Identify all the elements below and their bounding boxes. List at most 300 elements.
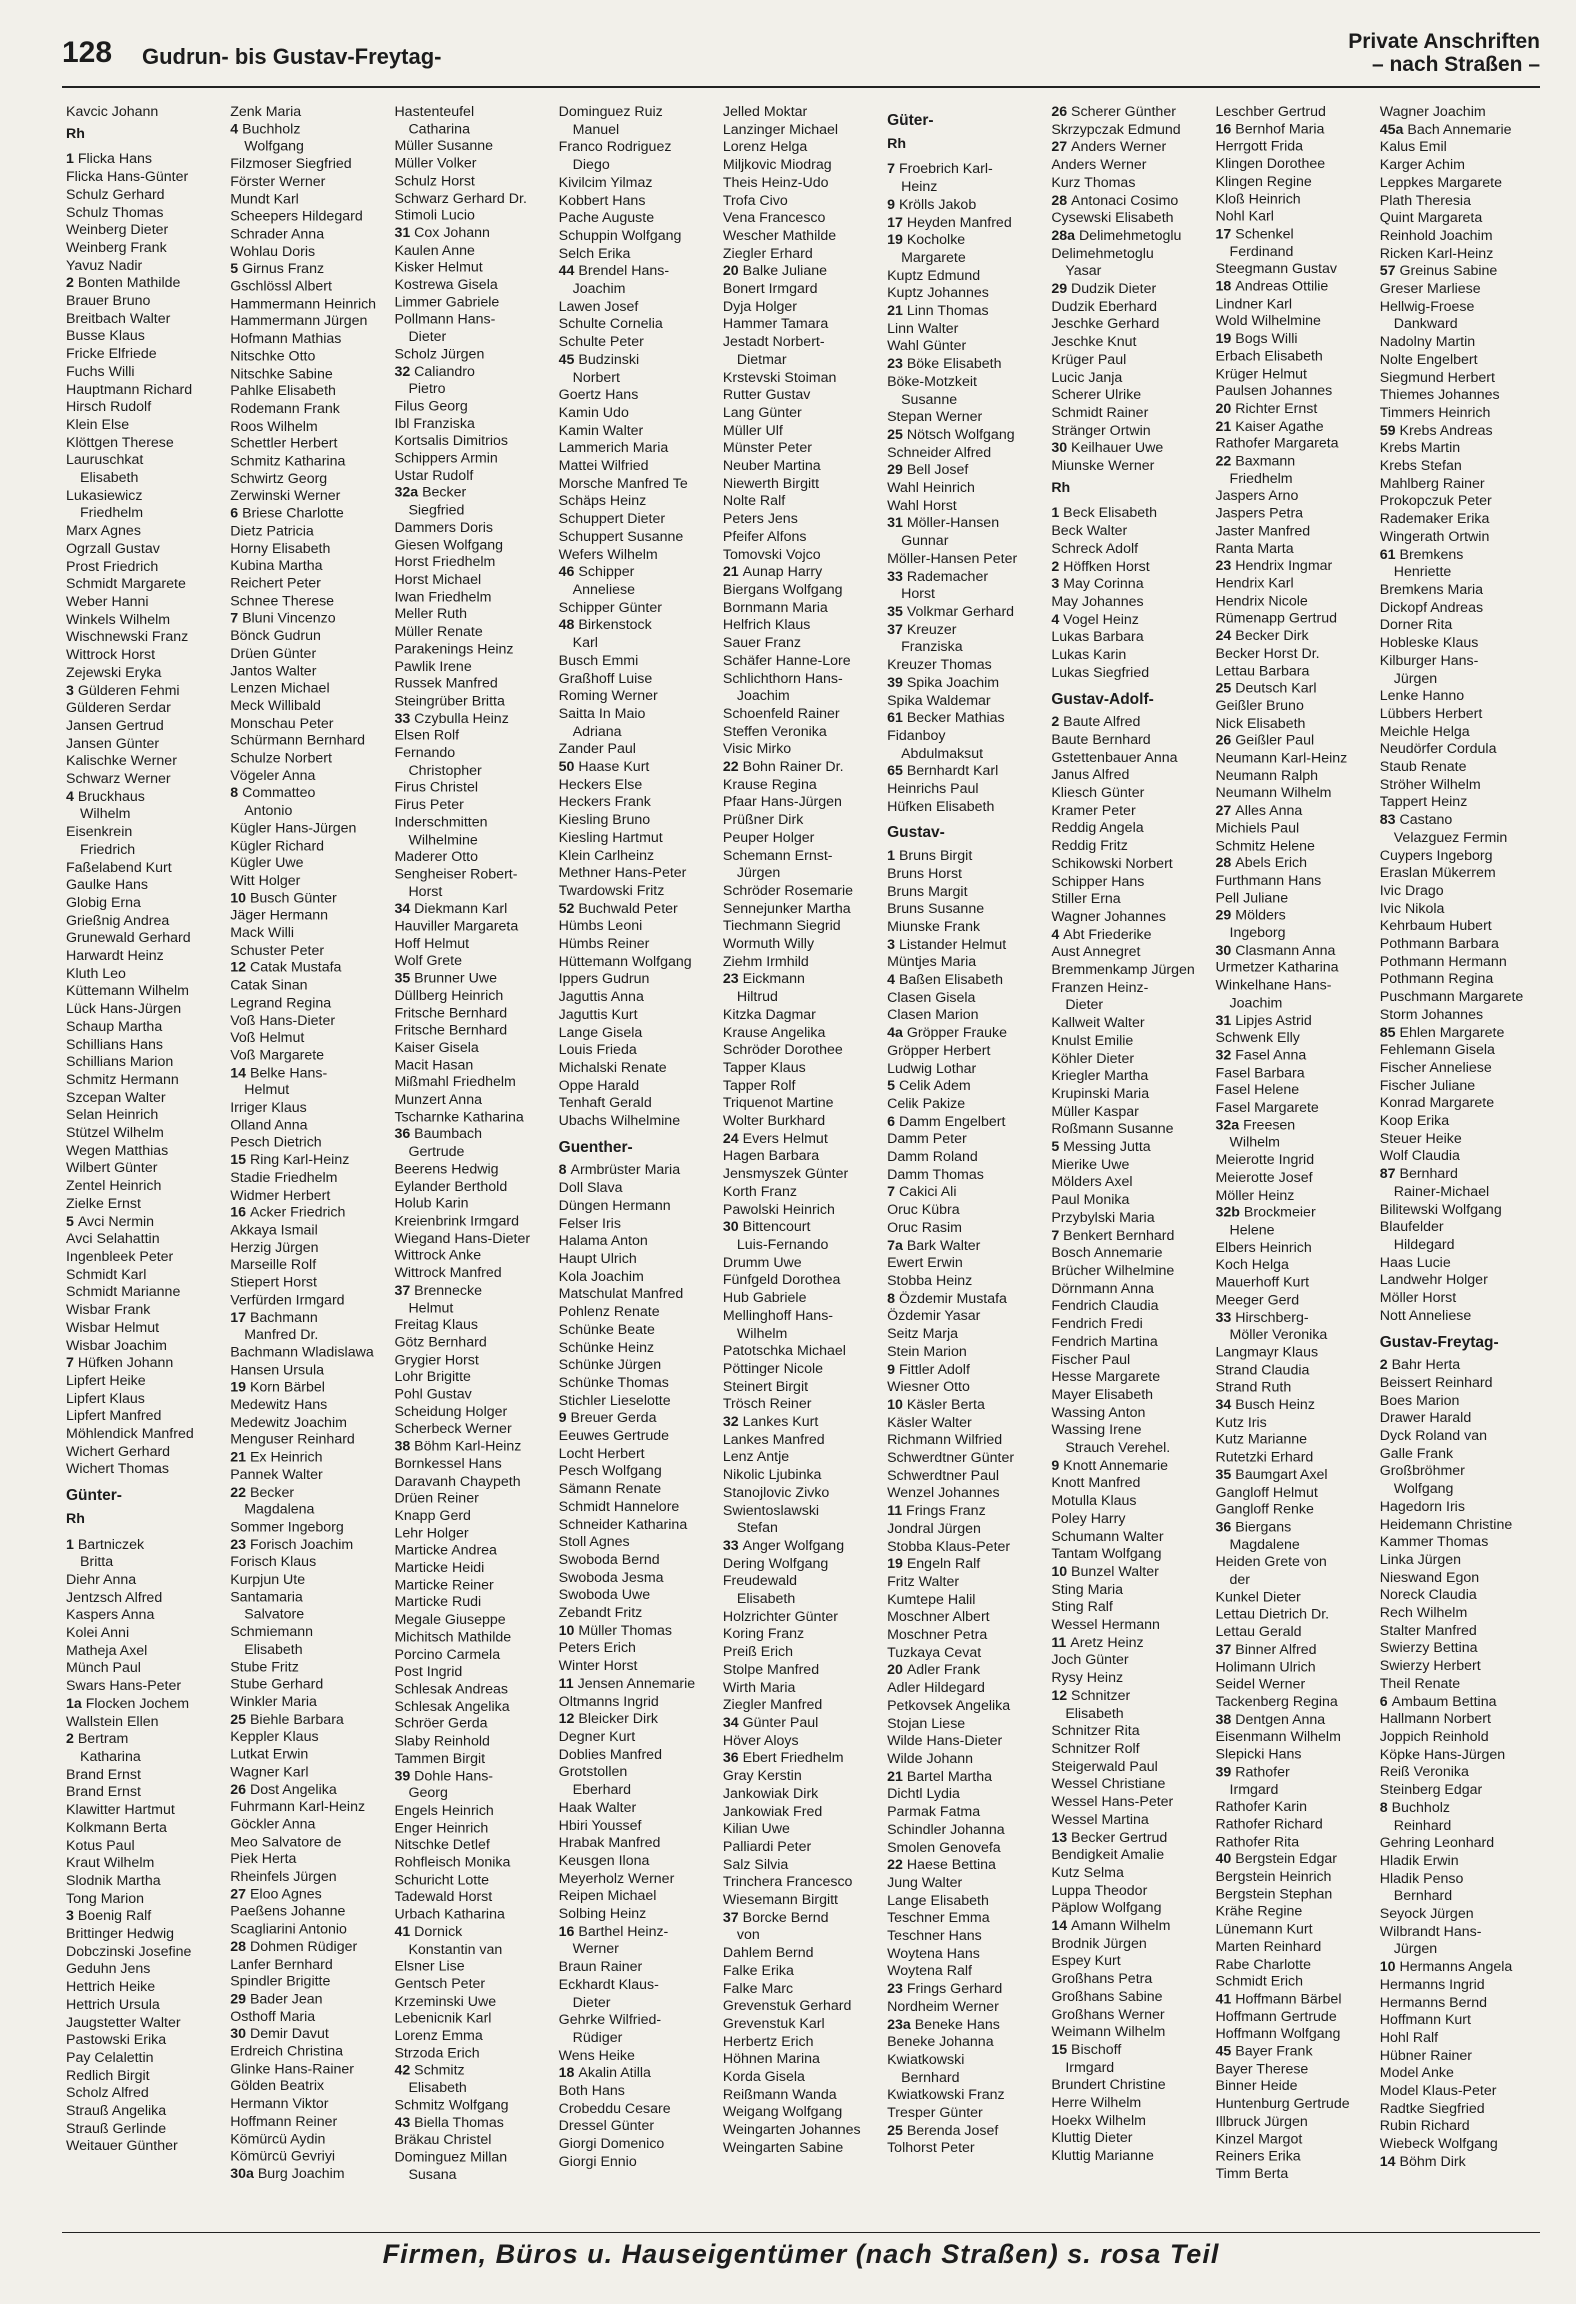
- directory-entry: Bilitewski Wolfgang: [1379, 1201, 1502, 1218]
- directory-entry: Trinchera Francesco: [722, 1874, 853, 1891]
- directory-entry: Strand Ruth: [1215, 1379, 1292, 1396]
- directory-entry: 20 Adler Frank: [887, 1662, 981, 1679]
- directory-entry: Busch Emmi: [558, 652, 639, 669]
- directory-entry: Marticke Rudi: [394, 1594, 482, 1611]
- directory-entry: 1 Beck Elisabeth: [1051, 505, 1158, 522]
- directory-entry: Locht Herbert: [558, 1445, 645, 1462]
- directory-entry: Lawen Josef: [558, 298, 639, 315]
- house-number: 10: [230, 890, 250, 907]
- directory-entry: 5 Avci Nermin: [66, 1213, 155, 1230]
- directory-entry: Hettrich Ursula: [66, 1996, 160, 2013]
- directory-entry: Biergans Wolfgang: [722, 581, 843, 598]
- directory-entry: Roßmann Susanne: [1051, 1121, 1174, 1138]
- directory-entry: Adler Hildegard: [887, 1680, 985, 1697]
- directory-entry: Prokopczuk Peter: [1379, 493, 1492, 510]
- entry-continuation: Dieter: [1065, 997, 1104, 1014]
- directory-entry: Wohlau Doris: [230, 243, 316, 260]
- directory-entry: Reddig Fritz: [1051, 838, 1128, 855]
- directory-entry: Möller Heinz: [1215, 1187, 1295, 1204]
- directory-entry: Kömürcü Aydin: [230, 2131, 326, 2148]
- directory-entry: Jankowiak Fred: [722, 1803, 823, 1820]
- entry-continuation: Magdalena: [244, 1502, 315, 1518]
- directory-entry: 2 Baute Alfred: [1051, 714, 1141, 731]
- directory-entry: Großhans Werner: [1051, 2006, 1165, 2023]
- entry-continuation: Norbert: [572, 369, 620, 386]
- directory-entry: Peters Jens: [722, 511, 798, 528]
- directory-entry: Firus Peter: [394, 797, 464, 814]
- house-number: 15: [1051, 2041, 1072, 2058]
- directory-entry: Prüßner Dirk: [722, 812, 804, 829]
- directory-entry: 41 Dornick: [394, 1924, 463, 1940]
- directory-entry: Leschber Gertrud: [1215, 104, 1326, 120]
- directory-entry: Noreck Claudia: [1379, 1587, 1477, 1604]
- directory-entry: Quint Margareta: [1379, 210, 1483, 227]
- directory-entry: Ingenbleek Peter: [66, 1249, 174, 1265]
- directory-entry: Lenz Antje: [722, 1449, 790, 1466]
- house-number: 2: [1051, 714, 1064, 731]
- directory-entry: Damm Thomas: [887, 1166, 984, 1183]
- house-number: 4: [887, 972, 899, 989]
- directory-entry: Witt Holger: [230, 872, 301, 889]
- directory-entry: Goertz Hans: [558, 387, 639, 404]
- directory-entry: Schnee Therese: [230, 593, 335, 610]
- house-number: 41: [394, 1924, 415, 1940]
- directory-entry: 23a Beneke Hans: [887, 2016, 1000, 2033]
- entry-continuation: Horst: [901, 586, 935, 603]
- entry-continuation: Pietro: [408, 381, 446, 398]
- house-number: 14: [1379, 2153, 1400, 2170]
- directory-entry: Kunkel Dieter: [1215, 1589, 1301, 1606]
- directory-entry: Hendrix Nicole: [1215, 593, 1308, 610]
- directory-entry: Meck Willibald: [230, 698, 321, 714]
- directory-entry: Lübbers Herbert: [1379, 705, 1483, 722]
- directory-entry: Nott Anneliese: [1379, 1307, 1472, 1324]
- directory-entry: 28 Abels Erich: [1215, 855, 1308, 872]
- directory-entry: 1a Flocken Jochem: [66, 1695, 190, 1712]
- directory-entry: Neumann Ralph: [1215, 768, 1319, 784]
- directory-entry: Hallmann Norbert: [1379, 1711, 1491, 1728]
- directory-entry: Rutetzki Erhard: [1215, 1449, 1314, 1466]
- directory-entry: 36 Baumbach: [394, 1126, 482, 1143]
- directory-entry: Schaup Martha: [66, 1018, 163, 1035]
- directory-entry: Möhlendick Manfred: [66, 1426, 194, 1443]
- directory-entry: Ströher Wilhelm: [1379, 776, 1481, 793]
- directory-entry: 6 Briese Charlotte: [230, 505, 344, 522]
- entry-continuation: Siegfried: [408, 502, 465, 519]
- directory-entry: 33 Anger Wolfgang: [722, 1537, 845, 1554]
- directory-entry: Dobczinski Josefine: [66, 1943, 192, 1960]
- directory-entry: Hladik Erwin: [1379, 1852, 1459, 1869]
- directory-entry: Tappert Heinz: [1379, 794, 1468, 811]
- entry-continuation: von: [736, 1927, 760, 1944]
- directory-entry: Pay Celalettin: [66, 2049, 154, 2066]
- directory-entry: Korth Franz: [722, 1183, 797, 1200]
- house-number: 25: [887, 2122, 907, 2139]
- directory-entry: Nitschke Sabine: [230, 366, 333, 382]
- directory-entry: Elsner Lise: [394, 1958, 465, 1975]
- directory-entry: Beck Walter: [1051, 523, 1128, 540]
- directory-entry: Urbach Katharina: [394, 1906, 505, 1923]
- directory-entry: 7 Cakici Ali: [887, 1184, 957, 1201]
- directory-entry: 29 Dudzik Dieter: [1051, 281, 1157, 298]
- directory-entry: Ibl Franziska: [394, 416, 475, 432]
- directory-entry: Flicka Hans-Günter: [66, 169, 189, 186]
- directory-entry: Schillians Hans: [66, 1036, 163, 1053]
- directory-entry: Wiebeck Wolfgang: [1379, 2136, 1498, 2153]
- directory-entry: Mierike Uwe: [1051, 1156, 1130, 1173]
- house-number: 2: [66, 275, 78, 292]
- directory-entry: Knott Manfred: [1051, 1475, 1141, 1492]
- directory-entry: Tapper Klaus: [722, 1059, 806, 1076]
- entry-continuation: Gunnar: [901, 533, 949, 550]
- directory-entry: Kwiatkowski: [887, 2051, 965, 2068]
- directory-entry: 33 Czybulla Heinz: [394, 710, 509, 727]
- directory-entry: Linn Walter: [887, 320, 959, 337]
- directory-entry: 22 Becker: [230, 1484, 295, 1501]
- directory-entry: Hobleske Klaus: [1379, 635, 1479, 652]
- directory-entry: Wilbert Günter: [66, 1160, 158, 1177]
- directory-entry: Schulz Horst: [394, 173, 475, 190]
- directory-entry: Staub Renate: [1379, 759, 1467, 776]
- directory-entry: Avci Selahattin: [66, 1231, 160, 1248]
- directory-entry: Wiegand Hans-Dieter: [394, 1230, 531, 1247]
- directory-entry: Wagner Karl: [230, 1764, 309, 1781]
- entry-continuation: Salvatore: [244, 1606, 305, 1623]
- directory-entry: Huntenburg Gertrude: [1215, 2096, 1350, 2113]
- directory-entry: Morsche Manfred Te: [558, 475, 688, 492]
- directory-entry: Eckhardt Klaus-: [558, 1976, 659, 1993]
- directory-entry: Pawolski Heinrich: [722, 1201, 835, 1218]
- entry-continuation: Bernhard: [901, 2069, 960, 2086]
- directory-entry: Bornkessel Hans: [394, 1456, 502, 1472]
- house-number: 24: [1215, 628, 1236, 645]
- directory-entry: Herrgott Frida: [1215, 138, 1304, 155]
- directory-entry: Petkovsek Angelika: [887, 1697, 1011, 1714]
- directory-entry: Kola Joachim: [558, 1268, 644, 1285]
- directory-entry: 85 Ehlen Margarete: [1379, 1024, 1505, 1041]
- directory-entry: 8 Özdemir Mustafa: [887, 1290, 1007, 1307]
- house-number: 9: [887, 1361, 899, 1378]
- directory-entry: Kivilcim Yilmaz: [558, 174, 653, 191]
- directory-entry: Wold Wilhelmine: [1215, 313, 1321, 330]
- directory-entry: Piek Herta: [230, 1851, 297, 1868]
- directory-entry: Nordheim Werner: [887, 1998, 999, 2015]
- directory-entry: Jentzsch Alfred: [66, 1589, 163, 1606]
- directory-entry: Mundt Karl: [230, 191, 299, 208]
- directory-entry: Stadie Friedhelm: [230, 1170, 338, 1186]
- directory-entry: Kehrbaum Hubert: [1379, 918, 1492, 935]
- column-1: [62, 104, 226, 2184]
- directory-entry: Woytena Hans: [887, 1945, 980, 1962]
- directory-entry: Schulz Gerhard: [66, 186, 165, 203]
- directory-entry: Dering Wolfgang: [722, 1555, 829, 1572]
- directory-entry: Bachmann Wladislawa: [230, 1344, 374, 1361]
- directory-entry: Schulte Peter: [558, 334, 644, 351]
- entry-continuation: Elisabeth: [80, 470, 139, 487]
- directory-entry: 32 Fasel Anna: [1215, 1047, 1307, 1064]
- entry-continuation: Jürgen: [1393, 670, 1438, 687]
- directory-entry: Fendrich Fredi: [1051, 1316, 1143, 1333]
- house-number: 29: [1051, 281, 1072, 298]
- directory-entry: Haas Lucie: [1379, 1254, 1451, 1271]
- directory-entry: Haak Walter: [558, 1799, 637, 1816]
- house-number: 5: [1051, 1139, 1064, 1156]
- directory-entry: Herzig Jürgen: [230, 1239, 319, 1256]
- directory-entry: Bönck Gudrun: [230, 628, 321, 645]
- directory-entry: Schmitz Helene: [1215, 838, 1315, 854]
- directory-entry: Wisbar Frank: [66, 1302, 151, 1319]
- house-number: 12: [1051, 1687, 1072, 1704]
- house-number: 21: [887, 1768, 907, 1785]
- directory-entry: Jaguttis Kurt: [558, 1006, 638, 1023]
- house-number: 26: [230, 1781, 250, 1798]
- directory-entry: Sting Maria: [1051, 1581, 1124, 1598]
- directory-entry: 7 Hüfken Johann: [66, 1355, 174, 1372]
- directory-entry: Selan Heinrich: [66, 1107, 159, 1124]
- house-number: 36: [722, 1750, 743, 1767]
- directory-entry: Tackenberg Regina: [1215, 1694, 1338, 1711]
- directory-entry: 16 Acker Friedrich: [230, 1205, 346, 1221]
- directory-entry: Kisker Helmut: [394, 260, 483, 276]
- directory-entry: Rathofer Karin: [1215, 1799, 1308, 1815]
- directory-entry: Bayer Therese: [1215, 2061, 1309, 2078]
- directory-entry: 61 Becker Mathias: [887, 710, 1005, 727]
- directory-entry: Medewitz Joachim: [230, 1414, 347, 1431]
- directory-entry: Rathofer Margareta: [1215, 436, 1339, 452]
- directory-entry: Sting Ralf: [1051, 1599, 1113, 1616]
- directory-entry: Triquenot Martine: [722, 1095, 834, 1112]
- directory-entry: 59 Krebs Andreas: [1379, 422, 1493, 439]
- entry-continuation: Wolfgang: [244, 138, 304, 155]
- directory-entry: Jantos Walter: [230, 663, 317, 680]
- directory-entry: Sauer Franz: [722, 635, 801, 652]
- directory-entry: Steinberg Edgar: [1379, 1782, 1483, 1799]
- directory-entry: 24 Becker Dirk: [1215, 628, 1309, 645]
- directory-entry: Kloß Heinrich: [1215, 191, 1301, 208]
- directory-entry: Tadewald Horst: [394, 1889, 493, 1906]
- house-number: 61: [1379, 546, 1400, 563]
- directory-entry: Kramer Peter: [1051, 802, 1136, 819]
- directory-entry: 22 Haese Bettina: [887, 1857, 996, 1874]
- directory-entry: Neumann Wilhelm: [1215, 785, 1332, 802]
- directory-entry: Strauß Gerlinde: [66, 2120, 167, 2137]
- directory-entry: Wichert Gerhard: [66, 1443, 171, 1460]
- directory-entry: Menguser Reinhard: [230, 1432, 355, 1448]
- directory-entry: Miunske Werner: [1051, 458, 1155, 475]
- directory-entry: Oltmanns Ingrid: [558, 1693, 659, 1710]
- directory-entry: Wisbar Helmut: [66, 1319, 160, 1336]
- house-number: 42: [394, 2063, 415, 2079]
- directory-entry: Delimehmetoglu: [1051, 245, 1154, 262]
- directory-entry: Model Anke: [1379, 2065, 1454, 2082]
- directory-entry: Wagner Joachim: [1379, 104, 1486, 120]
- directory-entry: Höhnen Marina: [722, 2051, 820, 2068]
- house-number: 4: [1051, 611, 1064, 628]
- directory-entry: Hrabak Manfred: [558, 1835, 661, 1852]
- directory-entry: Steingrüber Britta: [394, 693, 505, 710]
- directory-entry: Schröder Dorothee: [722, 1042, 843, 1059]
- directory-entry: Paulsen Johannes: [1215, 383, 1333, 400]
- directory-entry: Steigerwald Paul: [1051, 1758, 1158, 1775]
- directory-entry: 12 Catak Mustafa: [230, 960, 342, 977]
- directory-entry: Aust Annegret: [1051, 944, 1141, 961]
- directory-entry: Stepan Werner: [887, 409, 983, 426]
- directory-entry: Heinrichs Paul: [887, 781, 979, 798]
- directory-entry: Anders Werner: [1051, 157, 1147, 174]
- entry-continuation: Anneliese: [572, 581, 635, 598]
- directory-entry: Pache Auguste: [558, 210, 655, 227]
- directory-entry: Kuptz Edmund: [887, 267, 981, 284]
- directory-entry: 25 Berenda Josef: [887, 2122, 999, 2139]
- directory-entry: Bremkens Maria: [1379, 581, 1484, 598]
- directory-entry: Reinhold Joachim: [1379, 227, 1493, 244]
- house-number: 23: [887, 356, 907, 373]
- directory-entry: Legrand Regina: [230, 995, 332, 1012]
- directory-entry: Scholz Alfred: [66, 2085, 149, 2102]
- directory-entry: Iwan Friedhelm: [394, 589, 492, 606]
- directory-entry: Rümenapp Gertrud: [1215, 610, 1337, 627]
- directory-entry: 6 Ambaum Bettina: [1379, 1693, 1497, 1710]
- directory-entry: 40 Bergstein Edgar: [1215, 1851, 1338, 1868]
- directory-entry: Knulst Emilie: [1051, 1032, 1134, 1049]
- directory-entry: Sämann Renate: [558, 1481, 662, 1498]
- house-number: 19: [1215, 331, 1236, 347]
- directory-entry: Swoboda Bernd: [558, 1551, 660, 1568]
- house-number: 37: [1215, 1641, 1236, 1658]
- directory-entry: 5 Messing Jutta: [1051, 1139, 1151, 1156]
- directory-entry: Schwarz Gerhard Dr.: [394, 190, 527, 207]
- house-number: 29: [1215, 907, 1236, 924]
- directory-entry: 25 Nötsch Wolfgang: [887, 426, 1015, 443]
- directory-entry: 30 Clasmann Anna: [1215, 942, 1336, 959]
- directory-entry: Gröpper Herbert: [887, 1042, 991, 1059]
- directory-entry: Diehr Anna: [66, 1571, 137, 1588]
- house-number: 4: [1051, 926, 1064, 943]
- directory-entry: Jaspers Petra: [1215, 505, 1304, 522]
- directory-entry: Reichert Peter: [230, 575, 321, 592]
- directory-entry: 35 Baumgart Axel: [1215, 1467, 1328, 1483]
- directory-entry: Przybylski Maria: [1051, 1209, 1155, 1226]
- directory-entry: Reiners Erika: [1215, 2148, 1301, 2165]
- directory-entry: Roming Werner: [558, 688, 658, 705]
- directory-entry: Lettau Barbara: [1215, 663, 1310, 680]
- entry-continuation: Elisabeth: [1065, 1705, 1124, 1722]
- directory-entry: Stiepert Horst: [230, 1274, 317, 1291]
- directory-entry: Großhans Sabine: [1051, 1988, 1163, 2005]
- directory-entry: Zenk Maria: [230, 104, 302, 120]
- directory-entry: 23 Frings Gerhard: [887, 1981, 1003, 1998]
- directory-entry: Schwerdtner Paul: [887, 1467, 1000, 1484]
- directory-entry: 25 Biehle Barbara: [230, 1711, 344, 1728]
- house-number: 2: [1379, 1357, 1392, 1374]
- directory-entry: Wens Heike: [558, 2047, 635, 2064]
- directory-entry: Nick Elisabeth: [1215, 715, 1306, 732]
- directory-entry: Louis Frieda: [558, 1042, 637, 1059]
- directory-entry: 32 Lankes Kurt: [722, 1414, 819, 1431]
- directory-entry: Brodnik Jürgen: [1051, 1935, 1147, 1952]
- directory-entry: Lipfert Klaus: [66, 1390, 145, 1407]
- directory-entry: Pesch Dietrich: [230, 1135, 322, 1151]
- directory-entry: 31 Möller-Hansen: [887, 515, 1000, 532]
- entry-continuation: Elisabeth: [244, 1641, 303, 1658]
- house-number: 8: [1379, 1799, 1392, 1816]
- directory-entry: Michalski Renate: [558, 1059, 667, 1076]
- house-number: 31: [887, 515, 907, 532]
- house-number: 48: [558, 617, 579, 634]
- directory-entry: Mack Willi: [230, 925, 295, 942]
- directory-entry: Schmitz Wolfgang: [394, 2097, 509, 2114]
- directory-entry: Krause Angelika: [722, 1024, 826, 1041]
- house-number: 18: [558, 2065, 579, 2082]
- directory-entry: Lukas Karin: [1051, 647, 1127, 664]
- directory-entry: 16 Bernhof Maria: [1215, 121, 1325, 138]
- directory-entry: 8 Armbrüster Maria: [558, 1162, 681, 1179]
- directory-entry: Lettau Gerald: [1215, 1624, 1302, 1641]
- directory-entry: 23 Hendrix Ingmar: [1215, 558, 1333, 575]
- directory-entry: 17 Bachmann: [230, 1309, 318, 1326]
- directory-entry: Degner Kurt: [558, 1728, 636, 1745]
- directory-entry: Graßhoff Luise: [558, 670, 653, 687]
- column-4: [555, 104, 719, 2184]
- directory-entry: Elsen Rolf: [394, 728, 460, 744]
- directory-entry: 4 Buchholz: [230, 121, 301, 138]
- directory-entry: Ogrzall Gustav: [66, 540, 160, 557]
- directory-entry: Franzen Heinz-: [1051, 979, 1149, 996]
- directory-entry: Swierzy Bettina: [1379, 1640, 1478, 1657]
- directory-entry: Langmayr Klaus: [1215, 1344, 1319, 1361]
- directory-entry: Konrad Margarete: [1379, 1095, 1495, 1112]
- directory-entry: Wolf Grete: [394, 953, 462, 970]
- entry-continuation: Christopher: [408, 762, 482, 779]
- directory-entry: 5 Girnus Franz: [230, 261, 325, 278]
- directory-entry: Lipfert Heike: [66, 1372, 146, 1389]
- directory-entry: Fritsche Bernhard: [394, 1005, 508, 1022]
- house-number: 7: [66, 1355, 78, 1372]
- directory-entry: Wahl Horst: [887, 497, 957, 514]
- entry-continuation: Susanne: [901, 391, 958, 408]
- directory-entry: Voß Hans-Dieter: [230, 1012, 336, 1029]
- entry-continuation: Karl: [572, 635, 598, 652]
- section-title-line2: – nach Straßen –: [1371, 53, 1540, 76]
- directory-entry: Wassing Anton: [1051, 1404, 1146, 1421]
- house-number: 2: [66, 1731, 78, 1748]
- directory-entry: Gülderen Serdar: [66, 700, 171, 717]
- directory-entry: Peuper Holger: [722, 829, 815, 846]
- directory-entry: 45 Bayer Frank: [1215, 2043, 1313, 2060]
- street-heading: Günter-: [66, 1487, 122, 1505]
- directory-entry: Wisbar Joachim: [66, 1337, 167, 1354]
- directory-entry: Parakenings Heinz: [394, 641, 514, 658]
- directory-entry: Lucic Janja: [1051, 369, 1123, 386]
- directory-entry: Santamaria: [230, 1589, 303, 1606]
- directory-entry: Fernando: [394, 745, 456, 762]
- directory-entry: Globig Erna: [66, 894, 141, 911]
- house-number: 45: [558, 351, 579, 368]
- directory-entry: Fuhrmann Karl-Heinz: [230, 1799, 366, 1815]
- entry-continuation: Rainer-Michael: [1393, 1183, 1490, 1200]
- street-heading: Gustav-Freytag-: [1379, 1333, 1499, 1351]
- directory-entry: Lauruschkat: [66, 452, 144, 469]
- directory-entry: Fischer Juliane: [1379, 1077, 1476, 1094]
- directory-entry: Fendrich Martina: [1051, 1333, 1158, 1350]
- directory-entry: Grunewald Gerhard: [66, 930, 191, 947]
- entry-continuation: Georg: [408, 1785, 448, 1802]
- directory-entry: Pannek Walter: [230, 1467, 323, 1483]
- house-number: 17: [887, 214, 907, 231]
- house-number: 25: [887, 426, 907, 443]
- entry-continuation: Joachim: [572, 281, 626, 298]
- entry-continuation: Joachim: [1229, 995, 1283, 1012]
